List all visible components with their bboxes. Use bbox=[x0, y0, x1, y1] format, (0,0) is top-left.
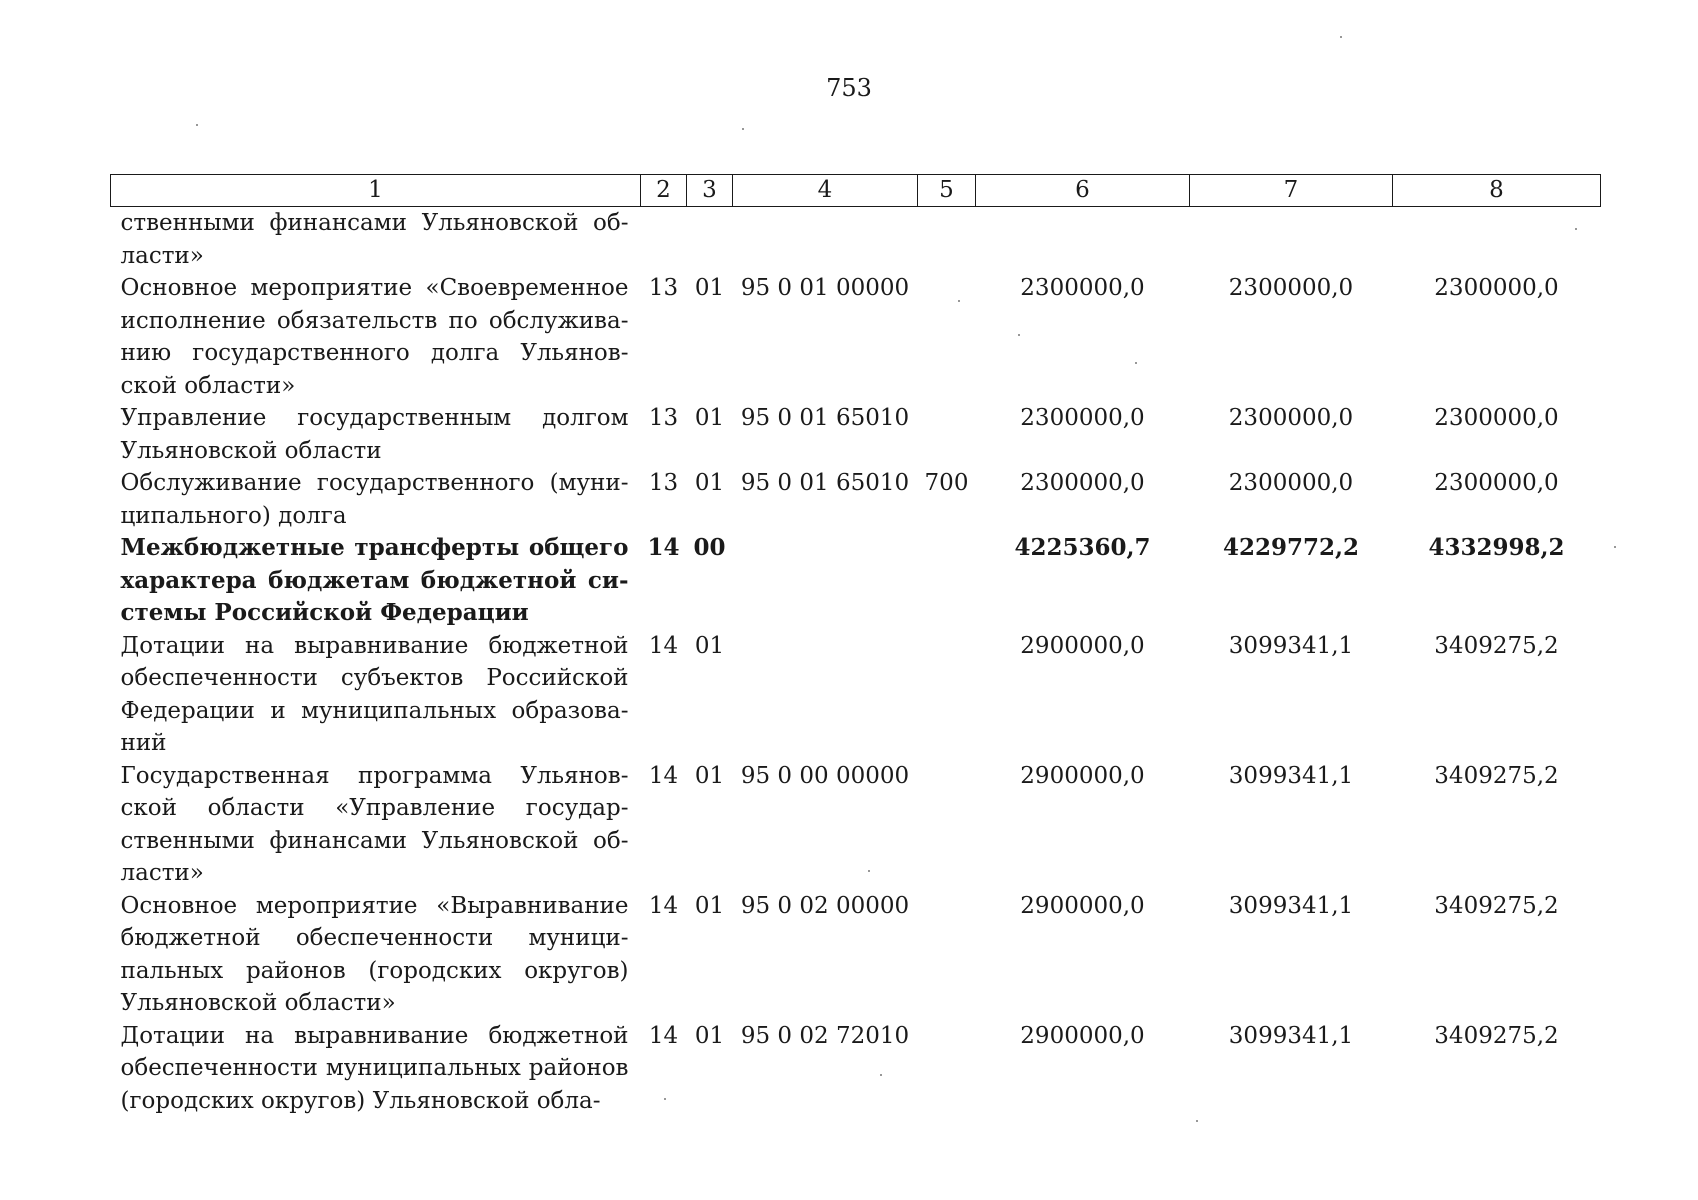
header-col-5: 5 bbox=[918, 175, 976, 207]
row-target-article: 95 0 00 00000 bbox=[740, 762, 910, 789]
row-section: 14 bbox=[648, 762, 679, 789]
row-expense-type: 700 bbox=[924, 470, 969, 496]
scan-speck bbox=[196, 124, 198, 126]
row-amount-col7 bbox=[1190, 207, 1393, 273]
row-target-article: 95 0 01 65010 bbox=[740, 470, 910, 496]
row-section: 14 bbox=[648, 632, 679, 659]
row-target-article: 95 0 02 00000 bbox=[740, 892, 910, 919]
scan-speck bbox=[1575, 228, 1577, 230]
row-amount-col6 bbox=[976, 207, 1190, 273]
row-name: ственными финансами Ульяновской области» bbox=[120, 210, 629, 269]
table-row bbox=[111, 207, 1601, 273]
scan-speck bbox=[1018, 334, 1020, 336]
table-body bbox=[111, 207, 1601, 1118]
row-target-article: 95 0 01 00000 bbox=[740, 275, 910, 301]
row-amount-col7: 3099341,1 bbox=[1228, 632, 1354, 659]
row-target-article bbox=[733, 207, 918, 273]
row-name: Дотации на выравнивание бюджетной обеспеченности субъектов Российской Федерации и муниципальных образований bbox=[120, 632, 629, 756]
row-subsection: 01 bbox=[694, 470, 725, 496]
row-amount-col7: 3099341,1 bbox=[1228, 762, 1354, 789]
table-row bbox=[111, 1020, 1601, 1118]
row-subsection: 01 bbox=[694, 405, 725, 431]
row-name: Основное мероприятие «Своевременное исполнение обязательств по обслуживанию государственного долга Ульяновской области» bbox=[120, 275, 629, 399]
row-amount-col6: 2900000,0 bbox=[1020, 632, 1145, 659]
row-amount-col8 bbox=[1393, 207, 1601, 273]
row-amount-col6: 2900000,0 bbox=[1020, 892, 1145, 919]
row-amount-col7: 2300000,0 bbox=[1228, 470, 1354, 496]
scan-speck bbox=[1340, 36, 1342, 38]
row-section: 14 bbox=[647, 534, 680, 561]
header-col-4: 4 bbox=[733, 175, 918, 207]
scan-speck bbox=[664, 1098, 666, 1100]
row-amount-col6: 2300000,0 bbox=[1020, 275, 1145, 301]
row-amount-col8: 2300000,0 bbox=[1434, 405, 1559, 431]
scan-speck bbox=[958, 300, 960, 302]
row-amount-col7: 4229772,2 bbox=[1222, 534, 1360, 561]
table-header bbox=[111, 175, 1601, 207]
row-subsection: 01 bbox=[694, 632, 725, 659]
row-section: 13 bbox=[648, 470, 679, 496]
row-name: Государственная программа Ульяновской области «Управление государственными финансами Ульяновской области» bbox=[120, 762, 629, 886]
row-section bbox=[641, 207, 687, 273]
header-col-8: 8 bbox=[1393, 175, 1601, 207]
header-col-3: 3 bbox=[687, 175, 733, 207]
row-target-article: 95 0 01 65010 bbox=[740, 405, 910, 431]
row-target-article: 95 0 02 72010 bbox=[740, 1022, 910, 1049]
header-row bbox=[111, 175, 1601, 207]
row-amount-col6: 2900000,0 bbox=[1020, 1022, 1145, 1049]
row-subsection: 01 bbox=[694, 275, 725, 301]
row-amount-col7: 2300000,0 bbox=[1228, 405, 1354, 431]
header-col-1: 1 bbox=[111, 175, 641, 207]
row-amount-col8: 2300000,0 bbox=[1434, 275, 1559, 301]
row-amount-col6: 4225360,7 bbox=[1014, 534, 1151, 561]
row-amount-col7: 3099341,1 bbox=[1228, 1022, 1354, 1049]
row-amount-col6: 2300000,0 bbox=[1020, 405, 1145, 431]
header-col-2: 2 bbox=[641, 175, 687, 207]
row-name: Управление государственным долгом Ульяновской области bbox=[120, 405, 629, 464]
row-subsection: 01 bbox=[694, 892, 725, 919]
row-expense-type bbox=[918, 272, 976, 402]
row-section: 14 bbox=[648, 892, 679, 919]
row-amount-col8: 3409275,2 bbox=[1434, 892, 1559, 919]
row-amount-col7: 2300000,0 bbox=[1228, 275, 1354, 301]
budget-table bbox=[110, 174, 1601, 1117]
row-expense-type bbox=[918, 890, 976, 1020]
scan-speck bbox=[1614, 546, 1616, 548]
table-row bbox=[111, 630, 1601, 760]
row-name: Обслуживание государственного (муниципального) долга bbox=[120, 470, 629, 529]
row-expense-type bbox=[918, 207, 976, 273]
row-amount-col8: 3409275,2 bbox=[1434, 762, 1559, 789]
page-number: 753 bbox=[826, 74, 872, 102]
row-amount-col8: 4332998,2 bbox=[1428, 534, 1565, 561]
row-amount-col8: 3409275,2 bbox=[1434, 1022, 1559, 1049]
table-row bbox=[111, 467, 1601, 532]
row-name: Межбюджетные трансферты общего характера бюджетам бюджетной системы Российской Федерации bbox=[120, 534, 629, 626]
row-subsection: 00 bbox=[693, 534, 726, 561]
scan-speck bbox=[742, 128, 744, 130]
table-row bbox=[111, 402, 1601, 467]
row-expense-type bbox=[918, 630, 976, 760]
row-section: 13 bbox=[648, 275, 679, 301]
header-col-6: 6 bbox=[976, 175, 1190, 207]
row-amount-col6: 2900000,0 bbox=[1020, 762, 1145, 789]
row-name: Основное мероприятие «Выравнивание бюджетной обеспеченности муниципальных районов (городских округов) Ульяновской области» bbox=[120, 892, 629, 1016]
row-subsection bbox=[687, 207, 733, 273]
row-amount-col7: 3099341,1 bbox=[1228, 892, 1354, 919]
row-target-article bbox=[733, 630, 918, 760]
row-amount-col6: 2300000,0 bbox=[1020, 470, 1145, 496]
row-section: 13 bbox=[648, 405, 679, 431]
table-row bbox=[111, 760, 1601, 890]
row-amount-col8: 2300000,0 bbox=[1434, 470, 1559, 496]
budget-table-container bbox=[110, 174, 1600, 1117]
row-expense-type bbox=[918, 760, 976, 890]
row-amount-col8: 3409275,2 bbox=[1434, 632, 1559, 659]
table-row bbox=[111, 272, 1601, 402]
row-name: Дотации на выравнивание бюджетной обеспеченности муниципальных районов (городских округов) Ульяновской обла- bbox=[120, 1022, 629, 1114]
row-section: 14 bbox=[648, 1022, 679, 1049]
scan-speck bbox=[868, 870, 870, 872]
row-subsection: 01 bbox=[694, 762, 725, 789]
table-row bbox=[111, 890, 1601, 1020]
table-row bbox=[111, 532, 1601, 630]
scan-speck bbox=[1135, 362, 1137, 364]
scan-speck bbox=[1196, 1120, 1198, 1122]
row-target-article bbox=[733, 532, 918, 630]
header-col-7: 7 bbox=[1190, 175, 1393, 207]
row-expense-type bbox=[918, 402, 976, 467]
row-subsection: 01 bbox=[694, 1022, 725, 1049]
row-expense-type bbox=[918, 1020, 976, 1118]
scan-speck bbox=[880, 1074, 882, 1076]
row-expense-type bbox=[918, 532, 976, 630]
